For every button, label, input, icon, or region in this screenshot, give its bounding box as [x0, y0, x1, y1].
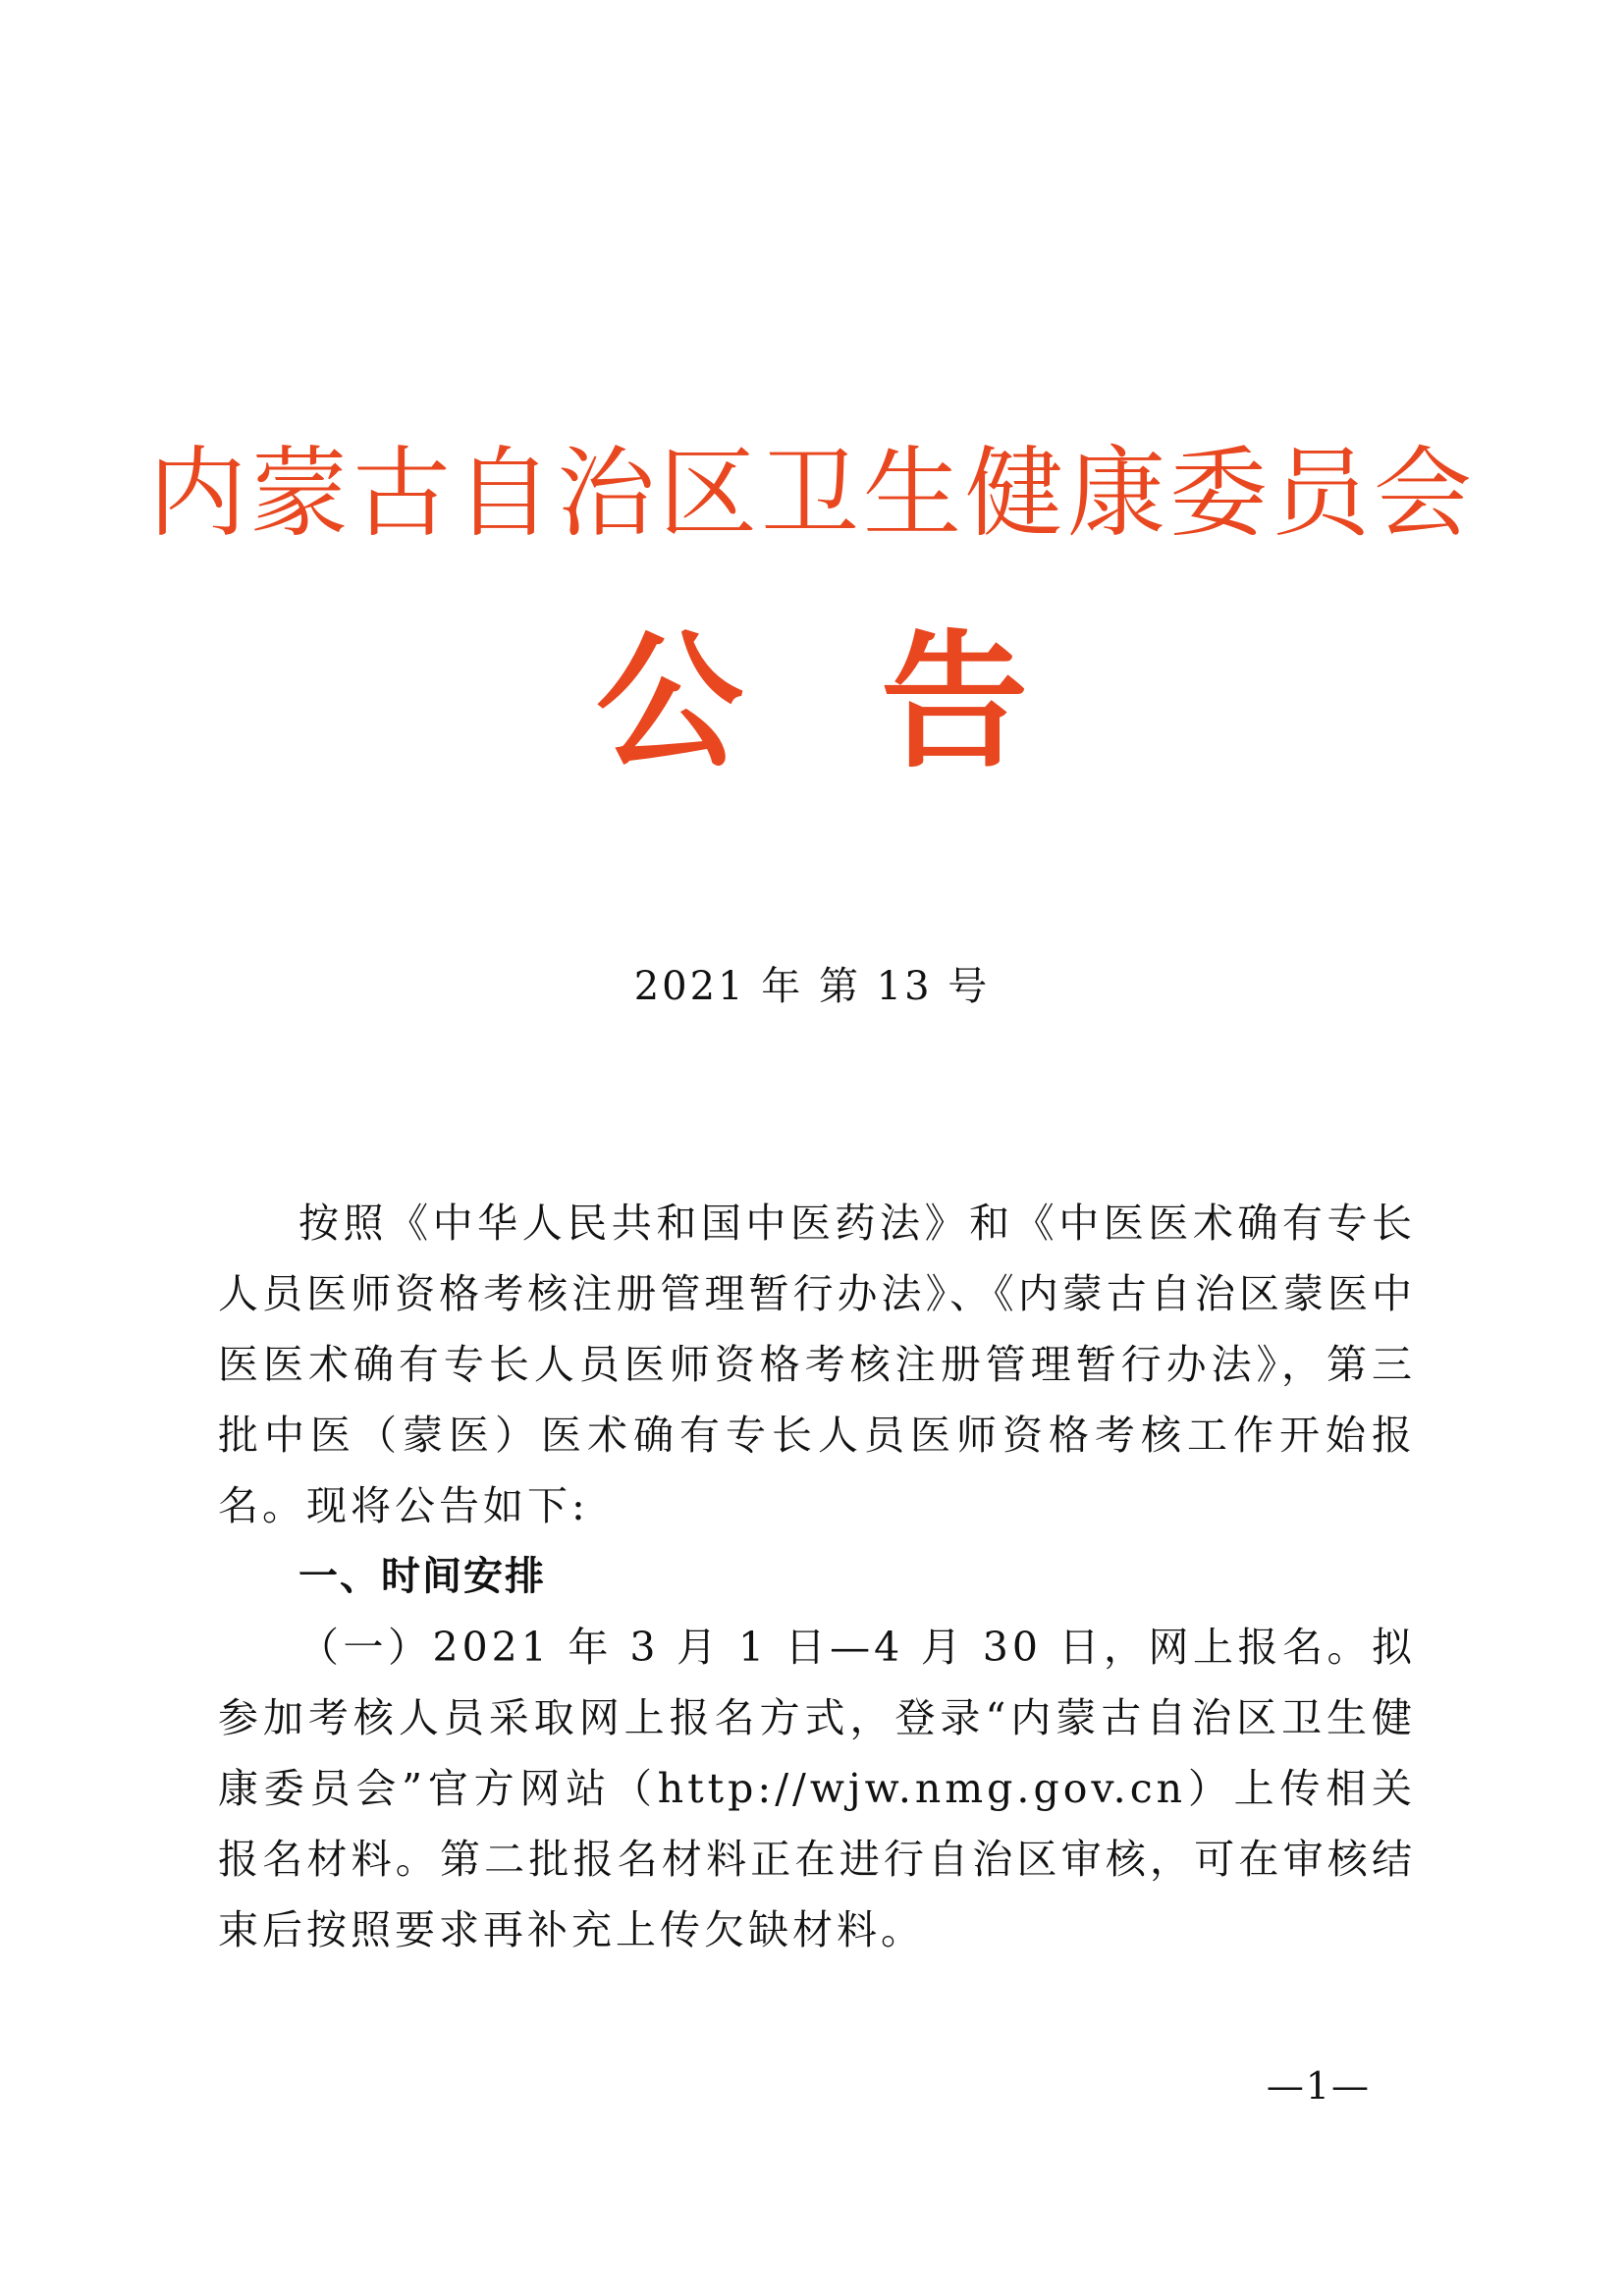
page-number: —1—: [1266, 2064, 1371, 2108]
intro-paragraph: 按照《中华人民共和国中医药法》和《中医医术确有专长人员医师资格考核注册管理暂行办法》、《内蒙古自治区蒙医中医医术确有专长人员医师资格考核注册管理暂行办法》，第三批中医（蒙医）医术确有专长人员医师资格考核工作开始报名。现将公告如下:: [218, 1200, 1416, 1529]
document-type-char-2: 告: [881, 615, 1029, 788]
document-body: [218, 1188, 1416, 1965]
document-type-char-1: 公: [595, 615, 743, 788]
schedule-item-1: （一）2021 年 3 月 1 日—4 月 30 日，网上报名。拟参加考核人员采取网上报名方式，登录“内蒙古自治区卫生健康委员会”官方网站（http://wjw.nmg.gov.cn）上传相关报名材料。第二批报名材料正在进行自治区审核，可在审核结束后按照要求再补充上传欠缺材料。: [218, 1624, 1416, 1953]
issuing-organization-title: 内蒙古自治区卫生健康委员会: [148, 436, 1476, 551]
section-heading-schedule: 一、时间安排: [298, 1554, 546, 1599]
document-number: 2021 年 第 13 号: [633, 964, 991, 1009]
document-type-title: [0, 615, 1624, 788]
